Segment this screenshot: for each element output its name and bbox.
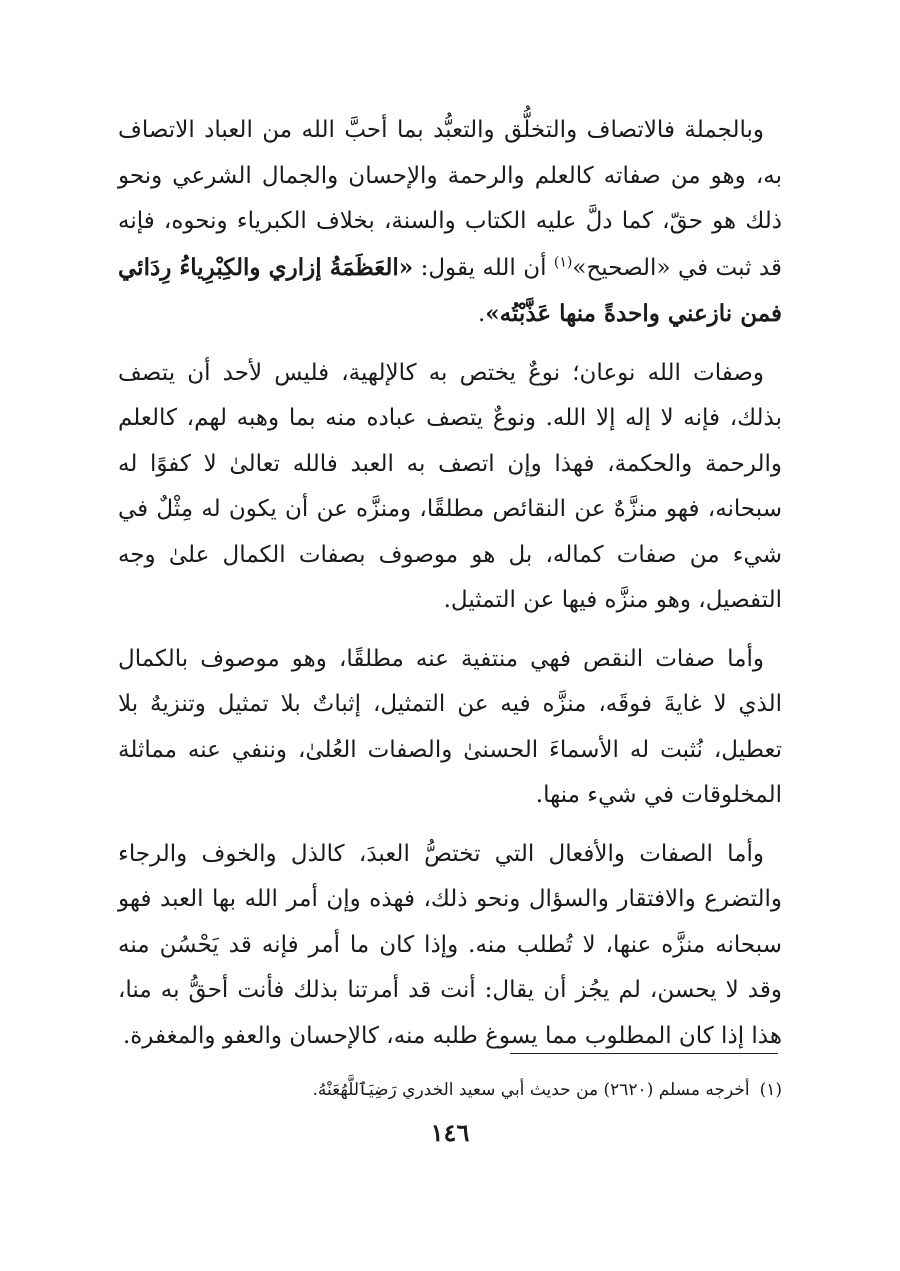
main-text — [118, 108, 782, 1059]
paragraph-2: وصفات الله نوعان؛ نوعٌ يختص به كالإلهية، فليس لأحد أن يتصف بذلك، فإنه لا إله إلا الله. ونوعٌ يتصف عباده منه بما وهبه لهم، كالعلم والرحمة والحكمة، فهذا وإن اتصف به العبد فالله تعالىٰ لا كفوًا له سبحانه، فهو منزَّهٌ عن النقائص مطلقًا، ومنزَّه عن أن يكون له مِثْلٌ في شيء من صفات كماله، بل هو موصوف بصفات الكمال علىٰ وجه التفصيل، وهو منزَّه فيها عن التمثيل. — [118, 359, 782, 613]
footnote — [118, 1076, 782, 1104]
paragraph-1-text: وبالجملة فالاتصاف والتخلُّق والتعبُّد بما أحبَّ الله من العباد الاتصاف به، وهو من صفاته كالعلم والرحمة والإحسان والجمال الشرعي ونحو ذلك هو حقّ، كما دلَّ عليه الكتاب والسنة، بخلاف الكبرياء ونحوه، فإنه قد ثبت في «الصحيح» — [118, 117, 782, 281]
paragraph-1 — [118, 108, 782, 338]
footnote-number: (١) — [759, 1080, 782, 1100]
footnote-text: أخرجه مسلم (٢٦٢٠) من حديث أبي سعيد الخدري رَضِيَٱللَّهُعَنْهُ. — [312, 1080, 750, 1100]
hadith-quote: «العَظَمَةُ إزاري والكِبْرِياءُ رِدَائي فمن نازعني واحدةً منها عَذَّبْتُه» — [118, 253, 782, 327]
paragraph-4: وأما الصفات والأفعال التي تختصُّ العبدَ، كالذل والخوف والرجاء والتضرع والافتقار والسؤال ونحو ذلك، فهذه وإن أمر الله بها العبد فهو سبحانه منزَّه عنها، لا تُطلب منه. وإذا كان ما أمر فإنه قد يَحْسُن منه وقد لا يحسن، لم يجُز أن يقال: أنت قد أمرتنا بذلك فأنت أحقُّ به منا، هذا إذا كان المطلوب مما يسوغ طلبه منه، كالإحسان والعفو والمغفرة. — [118, 840, 782, 1049]
footnote-reference: (١) — [553, 253, 573, 270]
footnote-divider — [510, 1053, 778, 1054]
paragraph-1-text-cont: أن الله يقول: — [413, 254, 554, 281]
paragraph-3: وأما صفات النقص فهي منتفية عنه مطلقًا، وهو موصوف بالكمال الذي لا غايةَ فوقَه، منزَّه فيه عن التمثيل، إثباتٌ بلا تمثيل وتنزيهٌ بلا تعطيل، نُثبت له الأسماءَ الحسنىٰ والصفات العُلىٰ، وننفي عنه مماثلة المخلوقات في شيء منها. — [118, 645, 782, 808]
page-number: ١٤٦ — [430, 1118, 470, 1147]
paragraph-1-end: . — [477, 301, 486, 327]
